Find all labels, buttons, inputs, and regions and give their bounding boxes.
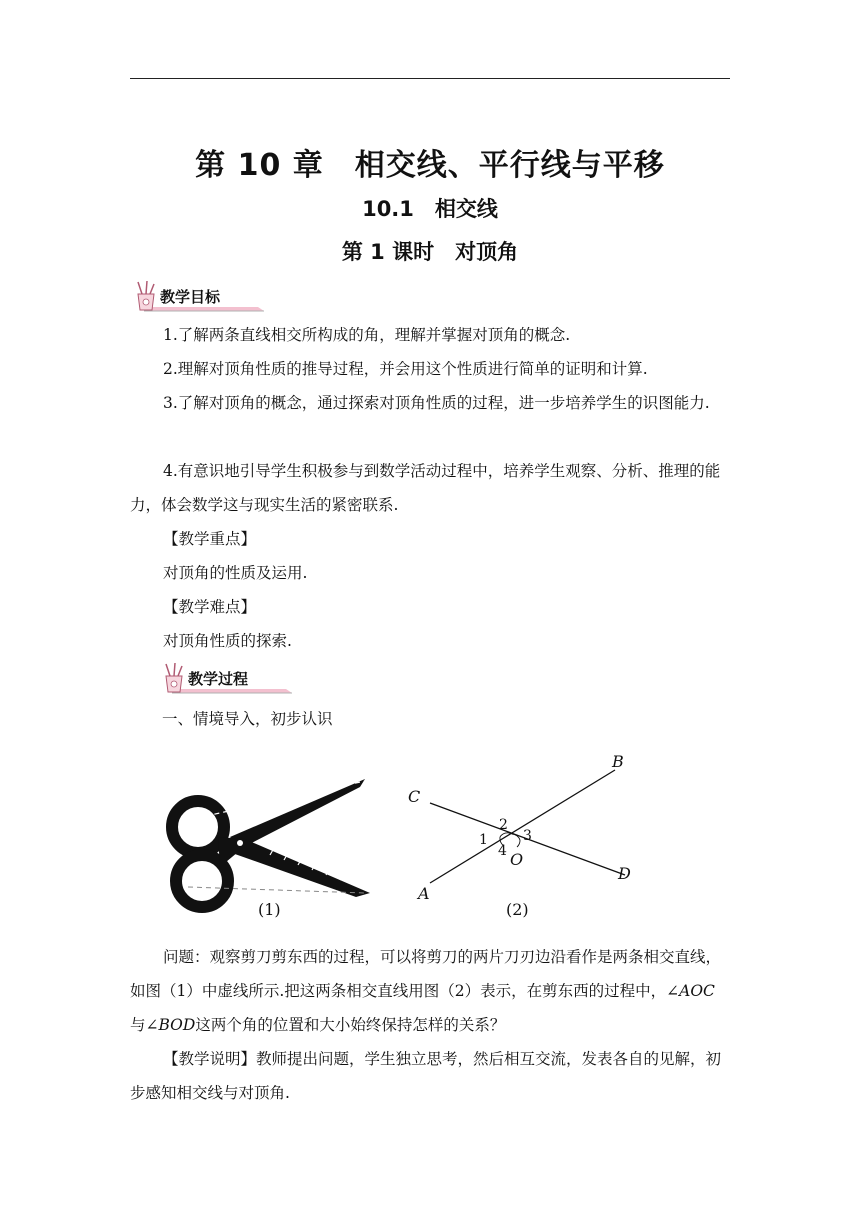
- goal-item-2: 2.理解对顶角性质的推导过程，并会用这个性质进行简单的证明和计算.: [163, 360, 648, 378]
- chapter-title: 第 10 章 相交线、平行线与平移: [195, 148, 665, 183]
- label-B: B: [612, 752, 624, 771]
- goal-item-4: 4.有意识地引导学生积极参与到数学活动过程中，培养学生观察、分析、推理的能力，体会数学这与现实生活的紧密联系.: [130, 462, 721, 514]
- process-badge: [158, 660, 298, 696]
- header-rule: [130, 78, 730, 79]
- intersecting-lines-figure: [400, 745, 660, 910]
- goals-badge-label: 教学目标: [160, 288, 221, 306]
- key-heading: 【教学重点】: [163, 530, 257, 548]
- angle-label-4: 4: [498, 843, 507, 859]
- angle-label-2: 2: [499, 817, 508, 833]
- figure-2-caption: (2): [506, 900, 529, 919]
- pencil-cup-icon: [138, 281, 154, 310]
- figure-1-caption: (1): [258, 900, 281, 919]
- key-text: 对顶角的性质及运用.: [163, 564, 308, 582]
- question-text-2: 这两个角的位置和大小始终保持怎样的关系？: [195, 1016, 506, 1034]
- note-text: 教师提出问题，学生独立思考，然后相互交流，发表各自的见解，初步感知相交线与对顶角.: [130, 1050, 722, 1102]
- question-text-1: 问题：观察剪刀剪东西的过程，可以将剪刀的两片刀刃边沿看作是两条相交直线，如图（1）中虚线所示.把这两条相交直线用图（2）表示，在剪东西的过程中，: [130, 948, 722, 1000]
- process-badge-label: 教学过程: [188, 670, 249, 688]
- angle-label-1: 1: [479, 832, 488, 848]
- goal-item-3: 3.了解对顶角的概念，通过探索对顶角性质的过程，进一步培养学生的识图能力.: [163, 394, 710, 412]
- lesson-title: 第 1 课时 对顶角: [341, 240, 519, 264]
- angle-AOC: ∠AOC: [666, 982, 715, 1000]
- question-paragraph: [130, 940, 730, 1042]
- label-O: O: [510, 850, 524, 869]
- label-A: A: [418, 884, 430, 903]
- label-C: C: [408, 787, 421, 806]
- angle-BOD: ∠BOD: [145, 1016, 196, 1034]
- section-title: 10.1 相交线: [362, 197, 498, 221]
- step-1-heading: 一、情境导入，初步认识: [162, 710, 333, 728]
- pencil-cup-icon: [166, 663, 182, 692]
- note-paragraph: [130, 1042, 730, 1110]
- question-text-mid: 与: [130, 1016, 146, 1034]
- note-heading: 【教学说明】: [163, 1050, 257, 1068]
- label-D: D: [618, 864, 631, 883]
- goals-badge: [130, 278, 270, 314]
- hard-text: 对顶角性质的探索.: [163, 632, 292, 650]
- goal-item-1: 1.了解两条直线相交所构成的角，理解并掌握对顶角的概念.: [163, 326, 571, 344]
- angle-label-3: 3: [523, 828, 532, 844]
- hard-heading: 【教学难点】: [163, 598, 257, 616]
